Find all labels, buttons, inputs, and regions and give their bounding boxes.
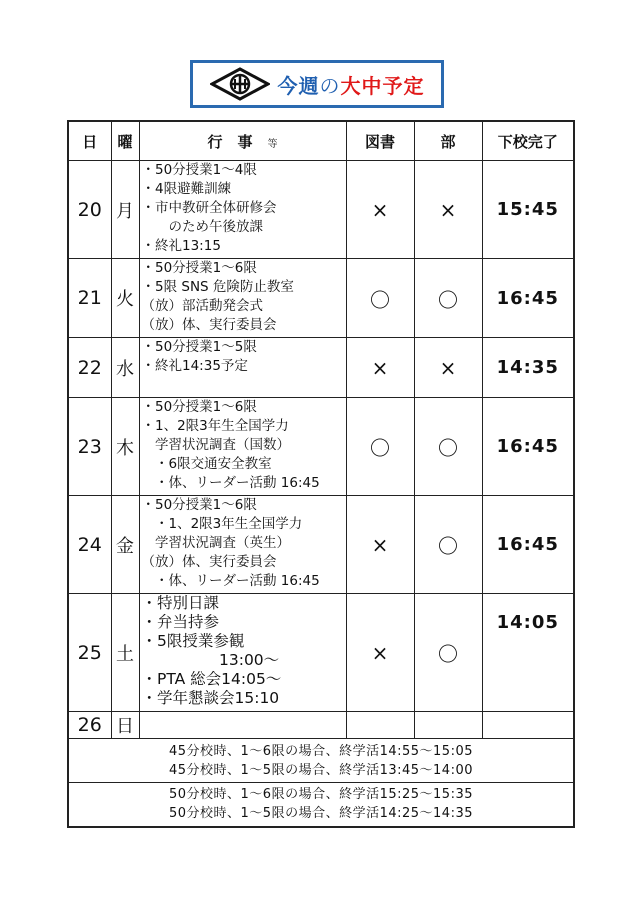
table-row — [68, 161, 574, 259]
dismissal-cell: 14:35 — [482, 338, 574, 398]
school-emblem-icon — [210, 67, 270, 101]
notes-row-50 — [68, 783, 574, 827]
notes-row-45 — [68, 739, 574, 783]
table-header-row — [68, 121, 574, 161]
day-cell: 23 — [68, 398, 111, 496]
dismissal-cell: 16:45 — [482, 398, 574, 496]
table-row — [68, 712, 574, 739]
day-cell: 26 — [68, 712, 111, 739]
library-cell: × — [346, 594, 414, 712]
club-cell: 〇 — [414, 496, 482, 594]
events-cell: ・特別日課 ・弁当持参 ・5限授業参観 13:00～ ・PTA 総会14:05～ ・学年懇談会15:10 — [139, 594, 346, 712]
library-cell: × — [346, 338, 414, 398]
weekday-cell: 金 — [111, 496, 139, 594]
table-row — [68, 594, 574, 712]
header-weekday: 曜 — [111, 121, 139, 161]
club-cell: 〇 — [414, 594, 482, 712]
title-banner — [190, 60, 444, 108]
library-cell: × — [346, 161, 414, 259]
table-row — [68, 259, 574, 338]
weekday-cell: 水 — [111, 338, 139, 398]
day-cell: 24 — [68, 496, 111, 594]
dismissal-cell: 15:45 — [482, 161, 574, 259]
events-cell: ・50分授業1～6限 ・1、2限3年生全国学力 学習状況調査（英生） （放）体、実行委員会 ・体、リーダー活動 16:45 — [139, 496, 346, 594]
dismissal-cell: 14:05 — [482, 594, 574, 712]
events-cell: ・50分授業1～6限 ・5限 SNS 危険防止教室 （放）部活動発会式 （放）体、実行委員会 — [139, 259, 346, 338]
weekly-schedule-table — [67, 120, 575, 828]
weekday-cell: 土 — [111, 594, 139, 712]
club-cell: 〇 — [414, 398, 482, 496]
header-club: 部 — [414, 121, 482, 161]
notes-50-cell: 50分校時、1～6限の場合、終学活15:25～15:35 50分校時、1～5限の場合、終学活14:25～14:35 — [68, 783, 574, 827]
dismissal-cell: 16:45 — [482, 496, 574, 594]
weekday-cell: 木 — [111, 398, 139, 496]
club-cell: × — [414, 338, 482, 398]
events-cell: ・50分授業1～4限 ・4限避難訓練 ・市中教研全体研修会 のため午後放課 ・終礼13:15 — [139, 161, 346, 259]
events-cell: ・50分授業1～5限 ・終礼14:35予定 — [139, 338, 346, 398]
library-cell: 〇 — [346, 259, 414, 338]
dismissal-cell — [482, 712, 574, 739]
table-row — [68, 338, 574, 398]
day-cell: 25 — [68, 594, 111, 712]
table-row — [68, 398, 574, 496]
table-row — [68, 496, 574, 594]
library-cell: × — [346, 496, 414, 594]
weekday-cell: 月 — [111, 161, 139, 259]
library-cell — [346, 712, 414, 739]
library-cell: 〇 — [346, 398, 414, 496]
notes-45-cell: 45分校時、1～6限の場合、終学活14:55～15:05 45分校時、1～5限の場合、終学活13:45～14:00 — [68, 739, 574, 783]
weekday-cell: 日 — [111, 712, 139, 739]
events-cell: ・50分授業1～6限 ・1、2限3年生全国学力 学習状況調査（国数） ・6限交通安全教室 ・体、リーダー活動 16:45 — [139, 398, 346, 496]
club-cell: × — [414, 161, 482, 259]
events-cell — [139, 712, 346, 739]
dismissal-cell: 16:45 — [482, 259, 574, 338]
day-cell: 22 — [68, 338, 111, 398]
header-day: 日 — [68, 121, 111, 161]
club-cell — [414, 712, 482, 739]
header-dismissal: 下校完了 — [482, 121, 574, 161]
club-cell: 〇 — [414, 259, 482, 338]
page-title: 今週の大中予定 — [277, 73, 425, 98]
header-events: 行 事 等 — [139, 121, 346, 161]
day-cell: 20 — [68, 161, 111, 259]
day-cell: 21 — [68, 259, 111, 338]
weekday-cell: 火 — [111, 259, 139, 338]
header-library: 図書 — [346, 121, 414, 161]
